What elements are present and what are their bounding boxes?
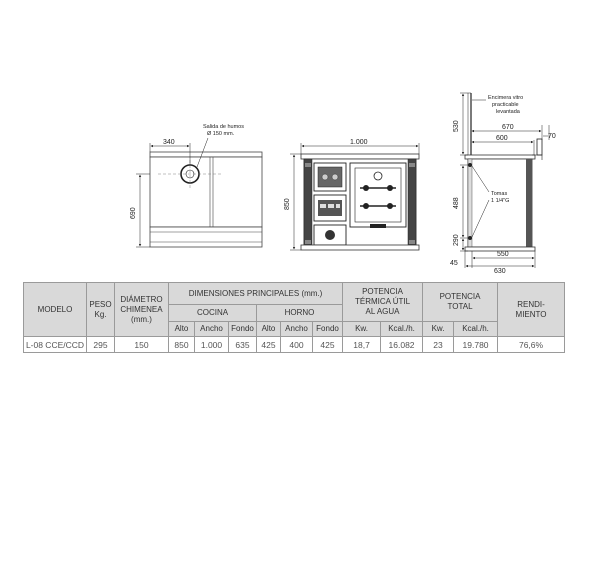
dim-1000: 1.000 (350, 139, 368, 146)
cell-modelo: L-08 CCE/CCD (24, 337, 87, 353)
header-rendimiento: RENDI- MIENTO (498, 283, 565, 337)
front-view-drawing (136, 138, 262, 247)
dim-670: 670 (502, 124, 514, 131)
dim-530: 530 (453, 120, 460, 132)
dim-70: 70 (548, 133, 556, 140)
cell-total-kcal: 19.780 (454, 337, 498, 353)
cell-horno-alto: 425 (257, 337, 281, 353)
header-dimensiones: DIMENSIONES PRINCIPALES (mm.) (169, 283, 343, 305)
dim-340: 340 (163, 139, 175, 146)
dim-600: 600 (496, 135, 508, 142)
dim-850: 850 (284, 198, 291, 210)
dim-690: 690 (130, 207, 137, 219)
dim-630: 630 (494, 268, 506, 275)
header-agua-kw: Kw. (343, 322, 381, 337)
cell-agua-kw: 18,7 (343, 337, 381, 353)
cell-diametro: 150 (115, 337, 169, 353)
dim-550: 550 (497, 251, 509, 258)
dim-488: 488 (453, 197, 460, 209)
glass-note-line3: levantada (496, 109, 520, 115)
header-agua-kcal: Kcal./h. (381, 322, 423, 337)
header-horno-alto: Alto (257, 322, 281, 337)
cell-horno-ancho: 400 (281, 337, 313, 353)
technical-drawings (0, 0, 601, 275)
cell-cocina-ancho: 1.000 (195, 337, 229, 353)
header-peso: PESO Kg. (87, 283, 115, 337)
header-cocina-ancho: Ancho (195, 322, 229, 337)
stove-front-drawing (290, 143, 419, 250)
header-modelo: MODELO (24, 283, 87, 337)
cell-agua-kcal: 16.082 (381, 337, 423, 353)
cell-rendimiento: 76,6% (498, 337, 565, 353)
header-cocina-alto: Alto (169, 322, 195, 337)
header-diametro: DIÁMETRO CHIMENEA (mm.) (115, 283, 169, 337)
table-row (24, 337, 565, 353)
flue-note-line1: Salida de humos (203, 124, 244, 130)
header-potencia-total: POTENCIA TOTAL (423, 283, 498, 322)
cell-cocina-alto: 850 (169, 337, 195, 353)
cell-horno-fondo: 425 (313, 337, 343, 353)
cell-peso: 295 (87, 337, 115, 353)
header-cocina-fondo: Fondo (229, 322, 257, 337)
glass-note-line2: practicable (492, 102, 519, 108)
side-view-drawing (460, 93, 549, 268)
dim-290: 290 (453, 234, 460, 246)
header-total-kw: Kw. (423, 322, 454, 337)
dim-45: 45 (450, 260, 458, 267)
cell-cocina-fondo: 635 (229, 337, 257, 353)
header-horno-ancho: Ancho (281, 322, 313, 337)
glass-note-line1: Encimera vitro (488, 95, 524, 101)
header-horno-fondo: Fondo (313, 322, 343, 337)
header-horno: HORNO (257, 305, 343, 322)
tomas-note-line1: Tomas (491, 191, 508, 197)
specifications-table (23, 282, 565, 353)
header-cocina: COCINA (169, 305, 257, 322)
flue-note-line2: Ø 150 mm. (207, 131, 235, 137)
tomas-note-line2: 1 1/4"G (491, 198, 510, 204)
header-potencia-agua: POTENCIA TÉRMICA ÚTIL AL AGUA (343, 283, 423, 322)
cell-total-kw: 23 (423, 337, 454, 353)
header-total-kcal: Kcal./h. (454, 322, 498, 337)
